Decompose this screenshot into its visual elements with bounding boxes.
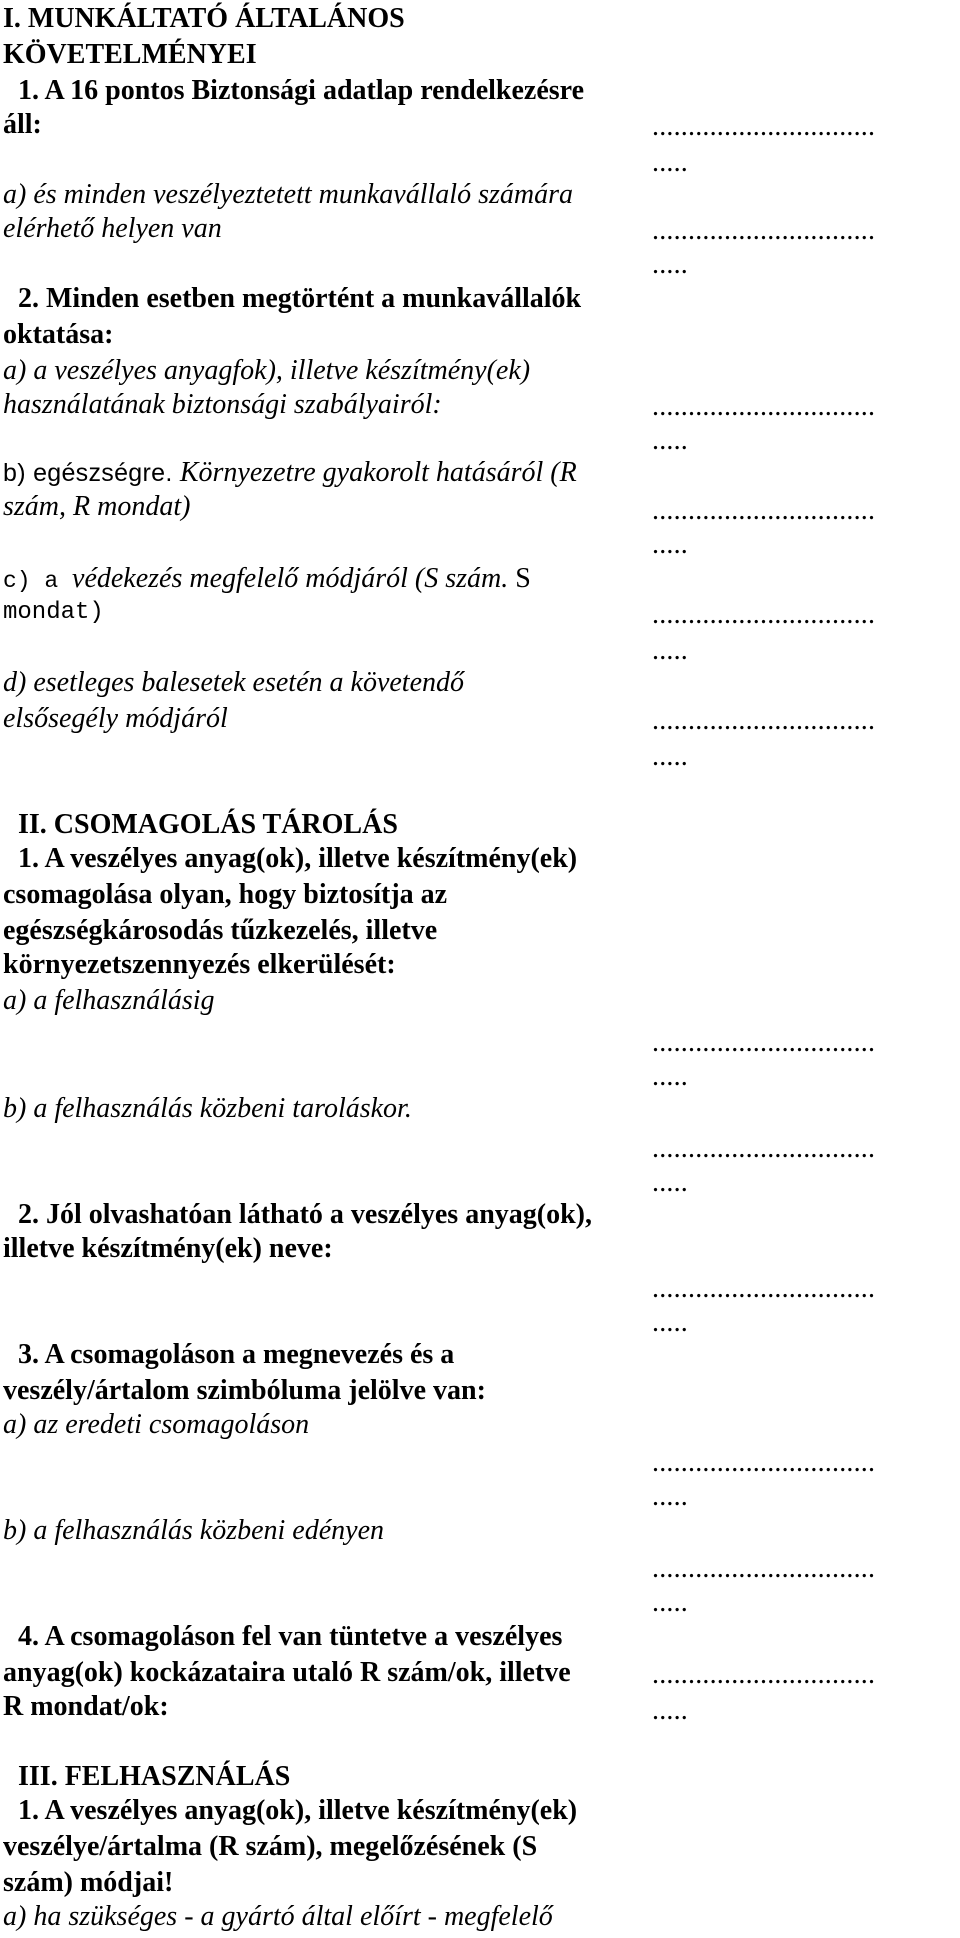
item-1-2c-text-cont: mondat) bbox=[3, 599, 104, 626]
item-1-2d-text: d) esetleges balesetek esetén a követendő bbox=[3, 667, 465, 698]
item-2-3-text-cont: veszély/ártalom szimbóluma jelölve van: bbox=[3, 1375, 486, 1406]
item-1-2b-text-cont: szám, R mondat) bbox=[3, 491, 191, 522]
section-2-heading: II. CSOMAGOLÁS TÁROLÁS bbox=[18, 809, 398, 840]
item-1-2-text: 2. Minden esetben megtörtént a munkavállalók bbox=[18, 283, 582, 314]
item-1-2b-text bbox=[3, 456, 577, 490]
item-1-1a-text: a) és minden veszélyeztetett munkavállaló számára bbox=[3, 179, 573, 210]
item-3-1-text: 1. A veszélyes anyag(ok), illetve készítmény(ek) bbox=[18, 1795, 578, 1826]
fill-line: ............................... bbox=[652, 1447, 876, 1478]
item-1-1a-text-cont: elérhető helyen van bbox=[3, 213, 222, 244]
item-2-3-text: 3. A csomagoláson a megnevezés és a bbox=[18, 1339, 455, 1370]
fill-line: ............................... bbox=[652, 599, 876, 630]
item-1-2b-prefix: b) egészségre. bbox=[3, 459, 180, 487]
fill-line: ............................... bbox=[652, 1553, 876, 1584]
item-1-2c-tail: S bbox=[508, 563, 531, 594]
item-2-1-text-cont: egészségkárosodás tűzkezelés, illetve bbox=[3, 915, 438, 946]
item-1-2b-italic: Környezetre gyakorolt hatásáról (R bbox=[179, 457, 577, 488]
item-2-1-text: 1. A veszélyes anyag(ok), illetve készítmény(ek) bbox=[18, 843, 578, 874]
item-1-2d-text-cont: elsősegély módjáról bbox=[3, 703, 228, 734]
item-1-1-text-cont: áll: bbox=[3, 109, 42, 140]
section-3-heading: III. FELHASZNÁLÁS bbox=[18, 1761, 291, 1792]
item-2-4-text-cont: anyag(ok) kockázataira utaló R szám/ok, illetve bbox=[3, 1657, 571, 1688]
fill-line-cont: ..... bbox=[652, 1167, 688, 1198]
item-3-1-text-cont: veszélye/ártalma (R szám), megelőzésének (S bbox=[3, 1831, 538, 1862]
item-1-2-text-cont: oktatása: bbox=[3, 319, 114, 350]
fill-line-cont: ..... bbox=[652, 1061, 688, 1092]
fill-line-cont: ..... bbox=[652, 1307, 688, 1338]
fill-line: ............................... bbox=[652, 111, 876, 142]
fill-line: ............................... bbox=[652, 1273, 876, 1304]
item-1-2a-text-cont: használatának biztonsági szabályairól: bbox=[3, 389, 442, 420]
fill-line: ............................... bbox=[652, 1027, 876, 1058]
item-3-1a-text: a) ha szükséges - a gyártó által előírt - megfelelő bbox=[3, 1901, 553, 1932]
item-1-2c-italic: védekezés megfelelő módjáról (S szám. bbox=[72, 563, 509, 594]
fill-line-cont: ..... bbox=[652, 1695, 688, 1726]
item-2-4-text-cont: R mondat/ok: bbox=[3, 1691, 169, 1722]
item-2-3b-text: b) a felhasználás közbeni edényen bbox=[3, 1515, 385, 1546]
fill-line: ............................... bbox=[652, 1133, 876, 1164]
fill-line-cont: ..... bbox=[652, 425, 688, 456]
fill-line-cont: ..... bbox=[652, 741, 688, 772]
item-3-1-text-cont: szám) módjai! bbox=[3, 1867, 174, 1898]
fill-line: ............................... bbox=[652, 215, 876, 246]
item-2-1-text-cont: csomagolása olyan, hogy biztosítja az bbox=[3, 879, 448, 910]
section-1-heading-cont: KÖVETELMÉNYEI bbox=[3, 39, 257, 70]
fill-line-cont: ..... bbox=[652, 249, 688, 280]
item-2-2-text-cont: illetve készítmény(ek) neve: bbox=[3, 1233, 333, 1264]
item-2-4-text: 4. A csomagoláson fel van tüntetve a veszélyes bbox=[18, 1621, 563, 1652]
fill-line: ............................... bbox=[652, 391, 876, 422]
item-2-2-text: 2. Jól olvashatóan látható a veszélyes anyag(ok), bbox=[18, 1199, 592, 1230]
item-1-2c-text bbox=[3, 562, 531, 598]
fill-line: ............................... bbox=[652, 705, 876, 736]
item-1-2c-prefix: c) a bbox=[3, 568, 73, 594]
item-2-1b-text: b) a felhasználás közbeni taroláskor. bbox=[3, 1093, 412, 1124]
section-1-heading: I. MUNKÁLTATÓ ÁLTALÁNOS bbox=[3, 3, 405, 34]
fill-line-cont: ..... bbox=[652, 529, 688, 560]
item-1-2a-text: a) a veszélyes anyagfok), illetve készítmény(ek) bbox=[3, 355, 531, 386]
item-2-1a-text: a) a felhasználásig bbox=[3, 985, 215, 1016]
fill-line-cont: ..... bbox=[652, 1587, 688, 1618]
item-1-1-text: 1. A 16 pontos Biztonsági adatlap rendelkezésre bbox=[18, 75, 585, 106]
fill-line-cont: ..... bbox=[652, 635, 688, 666]
fill-line: ............................... bbox=[652, 1659, 876, 1690]
item-2-3a-text: a) az eredeti csomagoláson bbox=[3, 1409, 310, 1440]
fill-line: ............................... bbox=[652, 495, 876, 526]
fill-line-cont: ..... bbox=[652, 1481, 688, 1512]
fill-line-cont: ..... bbox=[652, 147, 688, 178]
item-2-1-text-cont: környezetszennyezés elkerülését: bbox=[3, 949, 396, 980]
